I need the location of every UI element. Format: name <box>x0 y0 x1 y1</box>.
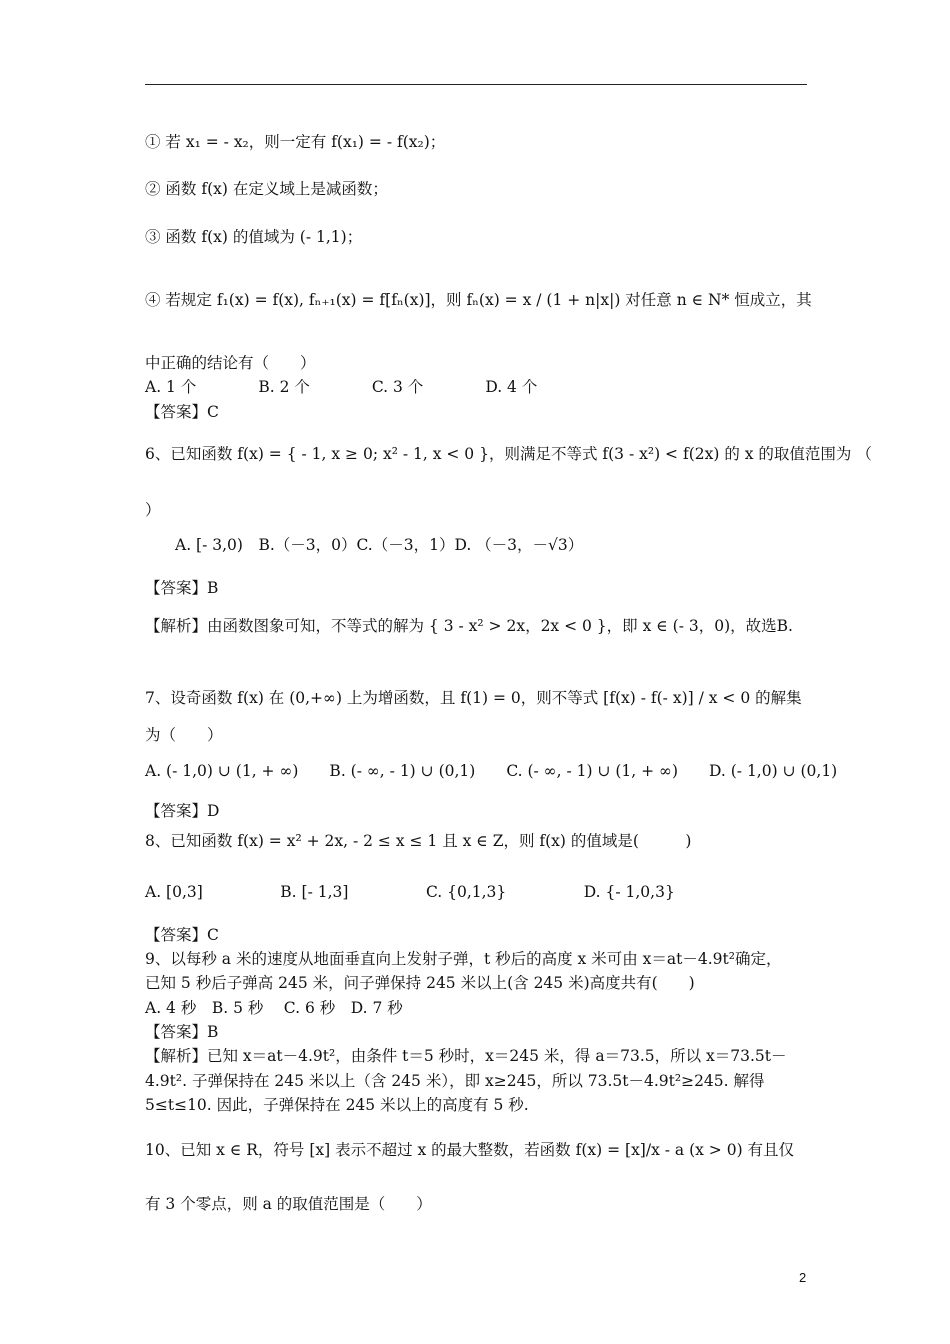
statement-3: ③ 函数 f(x) 的值域为 (- 1,1)； <box>145 228 363 246</box>
question-6: 6、已知函数 f(x) = { - 1, x ≥ 0; x² - 1, x < 0 }，则满足不等式 f(3 - x²) < f(2x) 的 x 的取值范围为 （ <box>145 445 872 463</box>
explanation-q9-2: 4.9t². 子弹保持在 245 米以上（含 245 米），即 x≥245，所以 73.5t－4.9t²≥245. 解得 <box>145 1072 765 1090</box>
answer-q8: 【答案】C <box>145 926 219 944</box>
question-9: 9、以每秒 a 米的速度从地面垂直向上发射子弹，t 秒后的高度 x 米可由 x＝at－4.9t²确定， <box>145 950 782 968</box>
page-number: 2 <box>799 1270 807 1285</box>
question-10-cont: 有 3 个零点，则 a 的取值范围是（ ） <box>145 1195 432 1213</box>
answer-q7: 【答案】D <box>145 802 220 820</box>
statement-4: ④ 若规定 f₁(x) = f(x), fₙ₊₁(x) = f[fₙ(x)]，则 fₙ(x) = x / (1 + n|x|) 对任意 n ∈ N* 恒成立，其 <box>145 291 812 309</box>
explanation-q9-3: 5≤t≤10. 因此，子弹保持在 245 米以上的高度有 5 秒. <box>145 1096 529 1114</box>
question-7: 7、设奇函数 f(x) 在 (0,+∞) 上为增函数，且 f(1) = 0，则不等式 [f(x) - f(- x)] / x < 0 的解集 <box>145 689 802 707</box>
answer-q6: 【答案】B <box>145 579 219 597</box>
question-8: 8、已知函数 f(x) = x² + 2x, - 2 ≤ x ≤ 1 且 x ∈ Z，则 f(x) 的值域是( ) <box>145 832 692 850</box>
explanation-q9-1: 【解析】已知 x＝at－4.9t²，由条件 t＝5 秒时，x＝245 米，得 a＝73.5，所以 x＝73.5t－ <box>145 1047 787 1065</box>
options-q7: A. (- 1,0) ∪ (1, + ∞) B. (- ∞, - 1) ∪ (0,1) C. (- ∞, - 1) ∪ (1, + ∞) D. (- 1,0) ∪ (0,1) <box>145 762 838 780</box>
answer-q9: 【答案】B <box>145 1023 219 1041</box>
explanation-q6: 【解析】由函数图象可知，不等式的解为 { 3 - x² > 2x，2x < 0 }，即 x ∈ (- 3，0)，故选B. <box>145 617 793 635</box>
question-prompt: 中正确的结论有（ ） <box>145 354 316 372</box>
options-q5: A. 1 个 B. 2 个 C. 3 个 D. 4 个 <box>145 378 538 396</box>
header-rule <box>145 84 807 85</box>
statement-2: ② 函数 f(x) 在定义域上是减函数； <box>145 180 388 198</box>
question-10: 10、已知 x ∈ R，符号 [x] 表示不超过 x 的最大整数，若函数 f(x) = [x]/x - a (x > 0) 有且仅 <box>145 1141 795 1159</box>
options-q6: A. [- 3,0) B.（－3，0）C.（－3，1）D. （－3，－√3） <box>175 536 584 554</box>
question-7-cont: 为（ ） <box>145 726 223 744</box>
options-q8: A. [0,3] B. [- 1,3] C. {0,1,3} D. {- 1,0,3} <box>145 883 675 901</box>
question-6-cont: ） <box>145 501 161 519</box>
statement-1: ① 若 x₁ = - x₂，则一定有 f(x₁) = - f(x₂)； <box>145 133 446 151</box>
options-q9: A. 4 秒 B. 5 秒 C. 6 秒 D. 7 秒 <box>145 999 403 1017</box>
answer-q5: 【答案】C <box>145 403 219 421</box>
question-9-cont: 已知 5 秒后子弹高 245 米，问子弹保持 245 米以上(含 245 米)高度共有( ) <box>145 974 695 992</box>
